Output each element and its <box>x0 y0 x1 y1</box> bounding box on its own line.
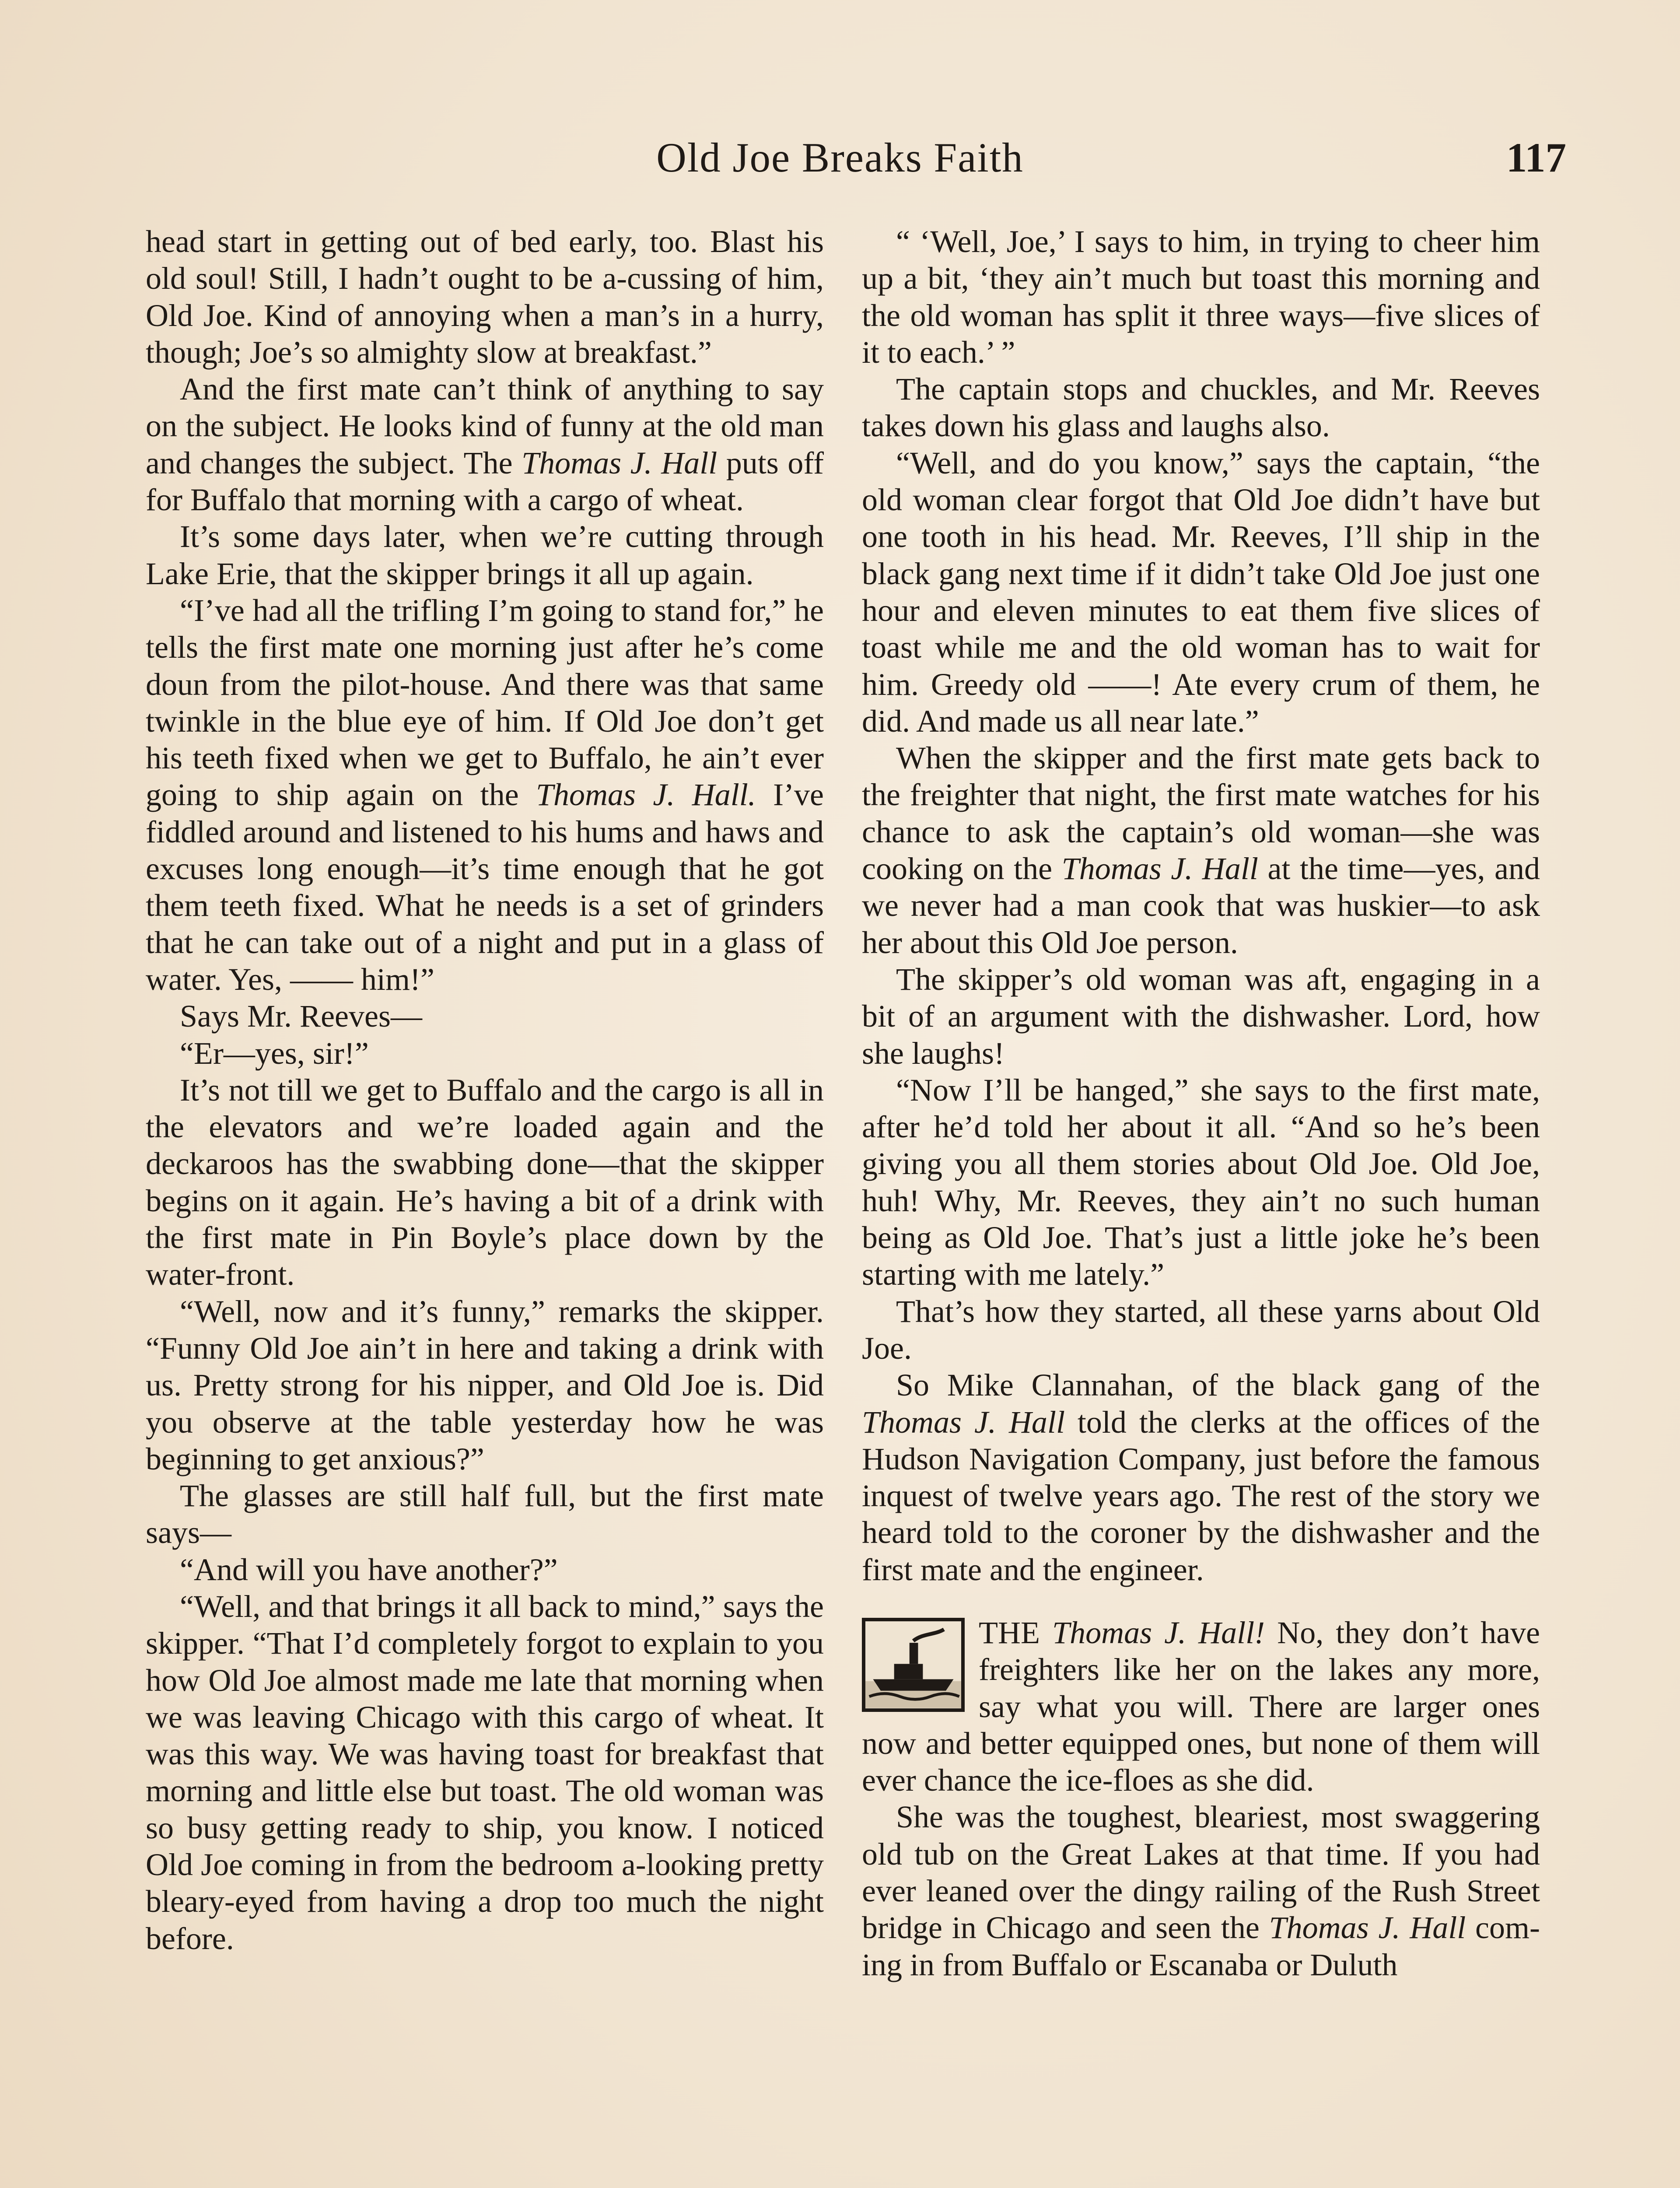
text-run: She was the toughest, bleariest, most swaggering old tub on the Great Lakes at that time. If you had ever leaned over the dingy railing of the Rush Street bridge in Chicago and seen the <box>862 1799 1540 1946</box>
paragraph <box>146 1035 824 1072</box>
ship-vignette-icon <box>862 1618 965 1712</box>
page-number: 117 <box>1506 134 1566 181</box>
italic-text: Thomas J. Hall! <box>1052 1615 1265 1650</box>
text-run: “I’ve had all the trifling I’m going to stand for,” he tells the first mate one morning just after he’s come doun from the pilot-house. And there was that same twinkle in the blue eye of him. If Old Joe don’t get his teeth fixed when we get to Buffalo, he ain’t ever going to ship again on the <box>146 593 824 813</box>
text-run: So Mike Clannahan, of the black gang of the <box>896 1368 1540 1403</box>
paragraph <box>146 1588 824 1957</box>
paragraph <box>146 1551 824 1588</box>
text-run: puts off for Buffalo that morning with a cargo of wheat. <box>146 445 824 518</box>
text-run: THE <box>979 1615 1053 1650</box>
right-column <box>862 223 1540 1983</box>
italic-text: Thomas J. Hall <box>522 445 718 480</box>
paragraph <box>862 371 1540 445</box>
paragraph <box>862 223 1540 371</box>
running-title: Old Joe Breaks Faith <box>656 134 1024 181</box>
text-run: The skipper’s old woman was aft, engaging in a bit of an argument with the dishwasher. Lord, how she laughs! <box>862 961 1540 1071</box>
paragraph <box>146 371 824 518</box>
text-run: “Now I’ll be hanged,” she says to the first mate, after he’d told her about it all. “And so he’s been giving you all them stories about Old Joe. Old Joe, huh! Why, Mr. Reeves, they ain’t no such human being as Old Joe. That’s just a little joke he’s been starting with me lately.” <box>862 1072 1540 1292</box>
text-run: That’s how they started, all these yarns about Old Joe. <box>862 1294 1540 1366</box>
paragraph <box>146 518 824 592</box>
text-run: The captain stops and chuckles, and Mr. Reeves takes down his glass and laughs also. <box>862 372 1540 444</box>
paragraph <box>862 740 1540 961</box>
text-run: No, they don’t have freighters like her on the lakes any more, say what you will. There are larger ones now and better equipped ones, but none of them will ever chance the ice-floes as she did. <box>862 1615 1540 1798</box>
text-run: I’ve fiddled around and listened to his hums and haws and excuses long enough—it’s time enough that he got them teeth fixed. What he needs is a set of grinders that he can take out of a night and put in a glass of water. Yes, —— him!” <box>146 777 824 997</box>
text-run: head start in getting out of bed early, too. Blast his old soul! Still, I hadn’t ought to be a-cussing of him, Old Joe. Kind of annoying when a man’s in a hurry, though; Joe’s so almighty slow at breakfast.” <box>146 224 824 370</box>
italic-text: Thomas J. Hall <box>1269 1910 1466 1946</box>
text-run: “Well, and that brings it all back to mind,” says the skipper. “That I’d completely forgot to explain to you how Old Joe almost made me late that morning when we was leaving Chicago with this cargo of wheat. It was this way. We was having toast for breakfast that morning and little else but toast. The old woman was so busy getting ready to ship, you know. I noticed Old Joe coming in from the bedroom a-looking pretty bleary-eyed from having a drop too much the night before. <box>146 1588 824 1956</box>
paragraph <box>862 1072 1540 1293</box>
paragraph <box>862 1293 1540 1367</box>
italic-text: Thomas J. Hall <box>862 1404 1065 1440</box>
text-run: “Er—yes, sir!” <box>180 1035 369 1071</box>
paragraph <box>146 998 824 1034</box>
text-run: “And will you have another?” <box>180 1552 558 1587</box>
text-run: Says Mr. Reeves— <box>180 999 422 1034</box>
text-run: “Well, now and it’s funny,” remarks the skipper. “Funny Old Joe ain’t in here and taking a drink with us. Pretty strong for his nipper, and Old Joe is. Did you observe at the table yesterday how he was beginning to get anxious?” <box>146 1294 824 1476</box>
text-run: And the first mate can’t think of anything to say on the subject. He looks kind of funny at the old man and changes the subject. The <box>146 372 824 480</box>
paragraph <box>862 1799 1540 1983</box>
paragraph <box>146 592 824 998</box>
text-run: coming in from Buffalo or Escanaba or Duluth <box>862 1910 1540 1982</box>
paragraph <box>862 445 1540 740</box>
paragraph <box>146 1293 824 1477</box>
text-run: “ ‘Well, Joe,’ I says to him, in trying to cheer him up a bit, ‘they ain’t much but toast this morning and the old woman has split it three ways—five slices of it to each.’ ” <box>862 224 1540 370</box>
text-run: It’s not till we get to Buffalo and the cargo is all in the elevators and we’re loaded again and the deckaroos has the swabbing done—that the skipper begins on it again. He’s having a bit of a drink with the first mate in Pin Boyle’s place down by the water-front. <box>146 1072 824 1292</box>
paragraph <box>862 1614 1540 1799</box>
italic-text: Thomas J. Hall <box>1061 851 1258 887</box>
text-run: at the time—yes, and we never had a man cook that was huskier—to ask her about this Old Joe person. <box>862 851 1540 960</box>
left-column <box>146 223 824 1957</box>
paragraph <box>862 961 1540 1072</box>
paragraph <box>862 1367 1540 1588</box>
text-run: When the skipper and the first mate gets back to the freighter that night, the first mate watches for his chance to ask the captain’s old woman—she was cooking on the <box>862 740 1540 887</box>
paragraph <box>146 1477 824 1551</box>
text-run: It’s some days later, when we’re cutting through Lake Erie, that the skipper brings it all up again. <box>146 519 824 591</box>
paragraph <box>146 1072 824 1293</box>
paragraph <box>146 223 824 371</box>
italic-text: Thomas J. Hall. <box>536 777 756 813</box>
text-run: “Well, and do you know,” says the captain, “the old woman clear forgot that Old Joe didn’t have but one tooth in his head. Mr. Reeves, I’ll ship in the black gang next time if it didn’t take Old Joe just one hour and eleven minutes to eat them five slices of toast while me and the old woman has to wait for him. Greedy old ——! Ate every crum of them, he did. And made us all near late.” <box>862 445 1540 739</box>
text-run: told the clerks at the offices of the Hudson Navigation Company, just before the famous inquest of twelve years ago. The rest of the story we heard told to the coroner by the dishwasher and the first mate and the engineer. <box>862 1404 1540 1587</box>
text-run: The glasses are still half full, but the first mate says— <box>146 1478 824 1550</box>
